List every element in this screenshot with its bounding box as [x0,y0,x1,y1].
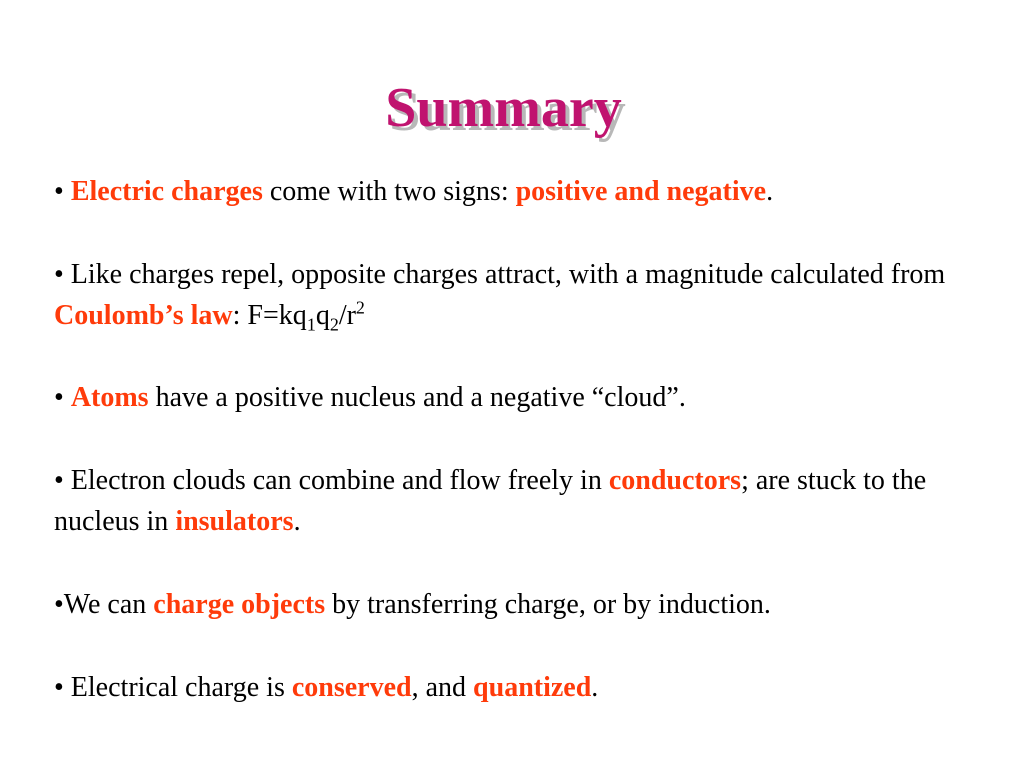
bullet-text: . [766,176,774,207]
bullet-mark: • [54,382,71,414]
keyword-electric-charges: Electric charges [70,176,263,207]
bullet-text: • Electron clouds can combine and flow freely in [54,465,609,497]
formula-superscript: 2 [355,297,365,318]
formula-subscript: 1 [306,314,316,335]
keyword-quantized: quantized [473,671,592,703]
bullet-conductors-insulators [54,460,974,543]
paragraph-gap [54,336,974,377]
keyword-charge-objects: charge objects [153,588,326,620]
paragraph-gap [54,625,974,666]
keyword-coulombs-law: Coulomb’s law [54,299,233,331]
bullet-text: •We can [54,588,154,620]
bullet-electric-charges [54,171,974,212]
bullet-charge-objects [54,584,974,625]
bullet-conserved-quantized [54,667,974,708]
bullet-text: • Like charges repel, opposite charges attract, with a magnitude calculated from [54,258,946,290]
bullet-text: by transferring charge, or by induction. [325,588,771,620]
paragraph-gap [54,212,974,253]
bullet-atoms [54,377,974,418]
paragraph-gap [54,419,974,460]
formula-text: : F=kq [232,299,307,331]
keyword-atoms: Atoms [70,382,149,414]
paragraph-gap [54,543,974,584]
bullet-text: • Electrical charge is [54,671,292,703]
bullet-text: come with two signs: [262,176,516,207]
bullet-text: , and [411,671,474,703]
formula-text: /r [338,299,356,331]
slide-title: Summary [385,77,622,139]
keyword-conductors: conductors [608,465,742,497]
keyword-insulators: insulators [175,506,294,538]
keyword-conserved: conserved [291,671,412,703]
bullet-coulombs-law [54,254,974,337]
keyword-positive-negative: positive and negative [515,176,767,207]
formula-text: q [315,299,330,331]
bullet-text: . [591,671,599,703]
bullet-text: have a positive nucleus and a negative “cloud”. [148,382,686,414]
bullet-mark: • [54,176,71,207]
bullet-list [54,171,974,708]
formula-subscript: 2 [329,314,339,335]
bullet-text: ; are stuck to the nucleus in [54,465,927,538]
bullet-text: . [293,506,301,538]
